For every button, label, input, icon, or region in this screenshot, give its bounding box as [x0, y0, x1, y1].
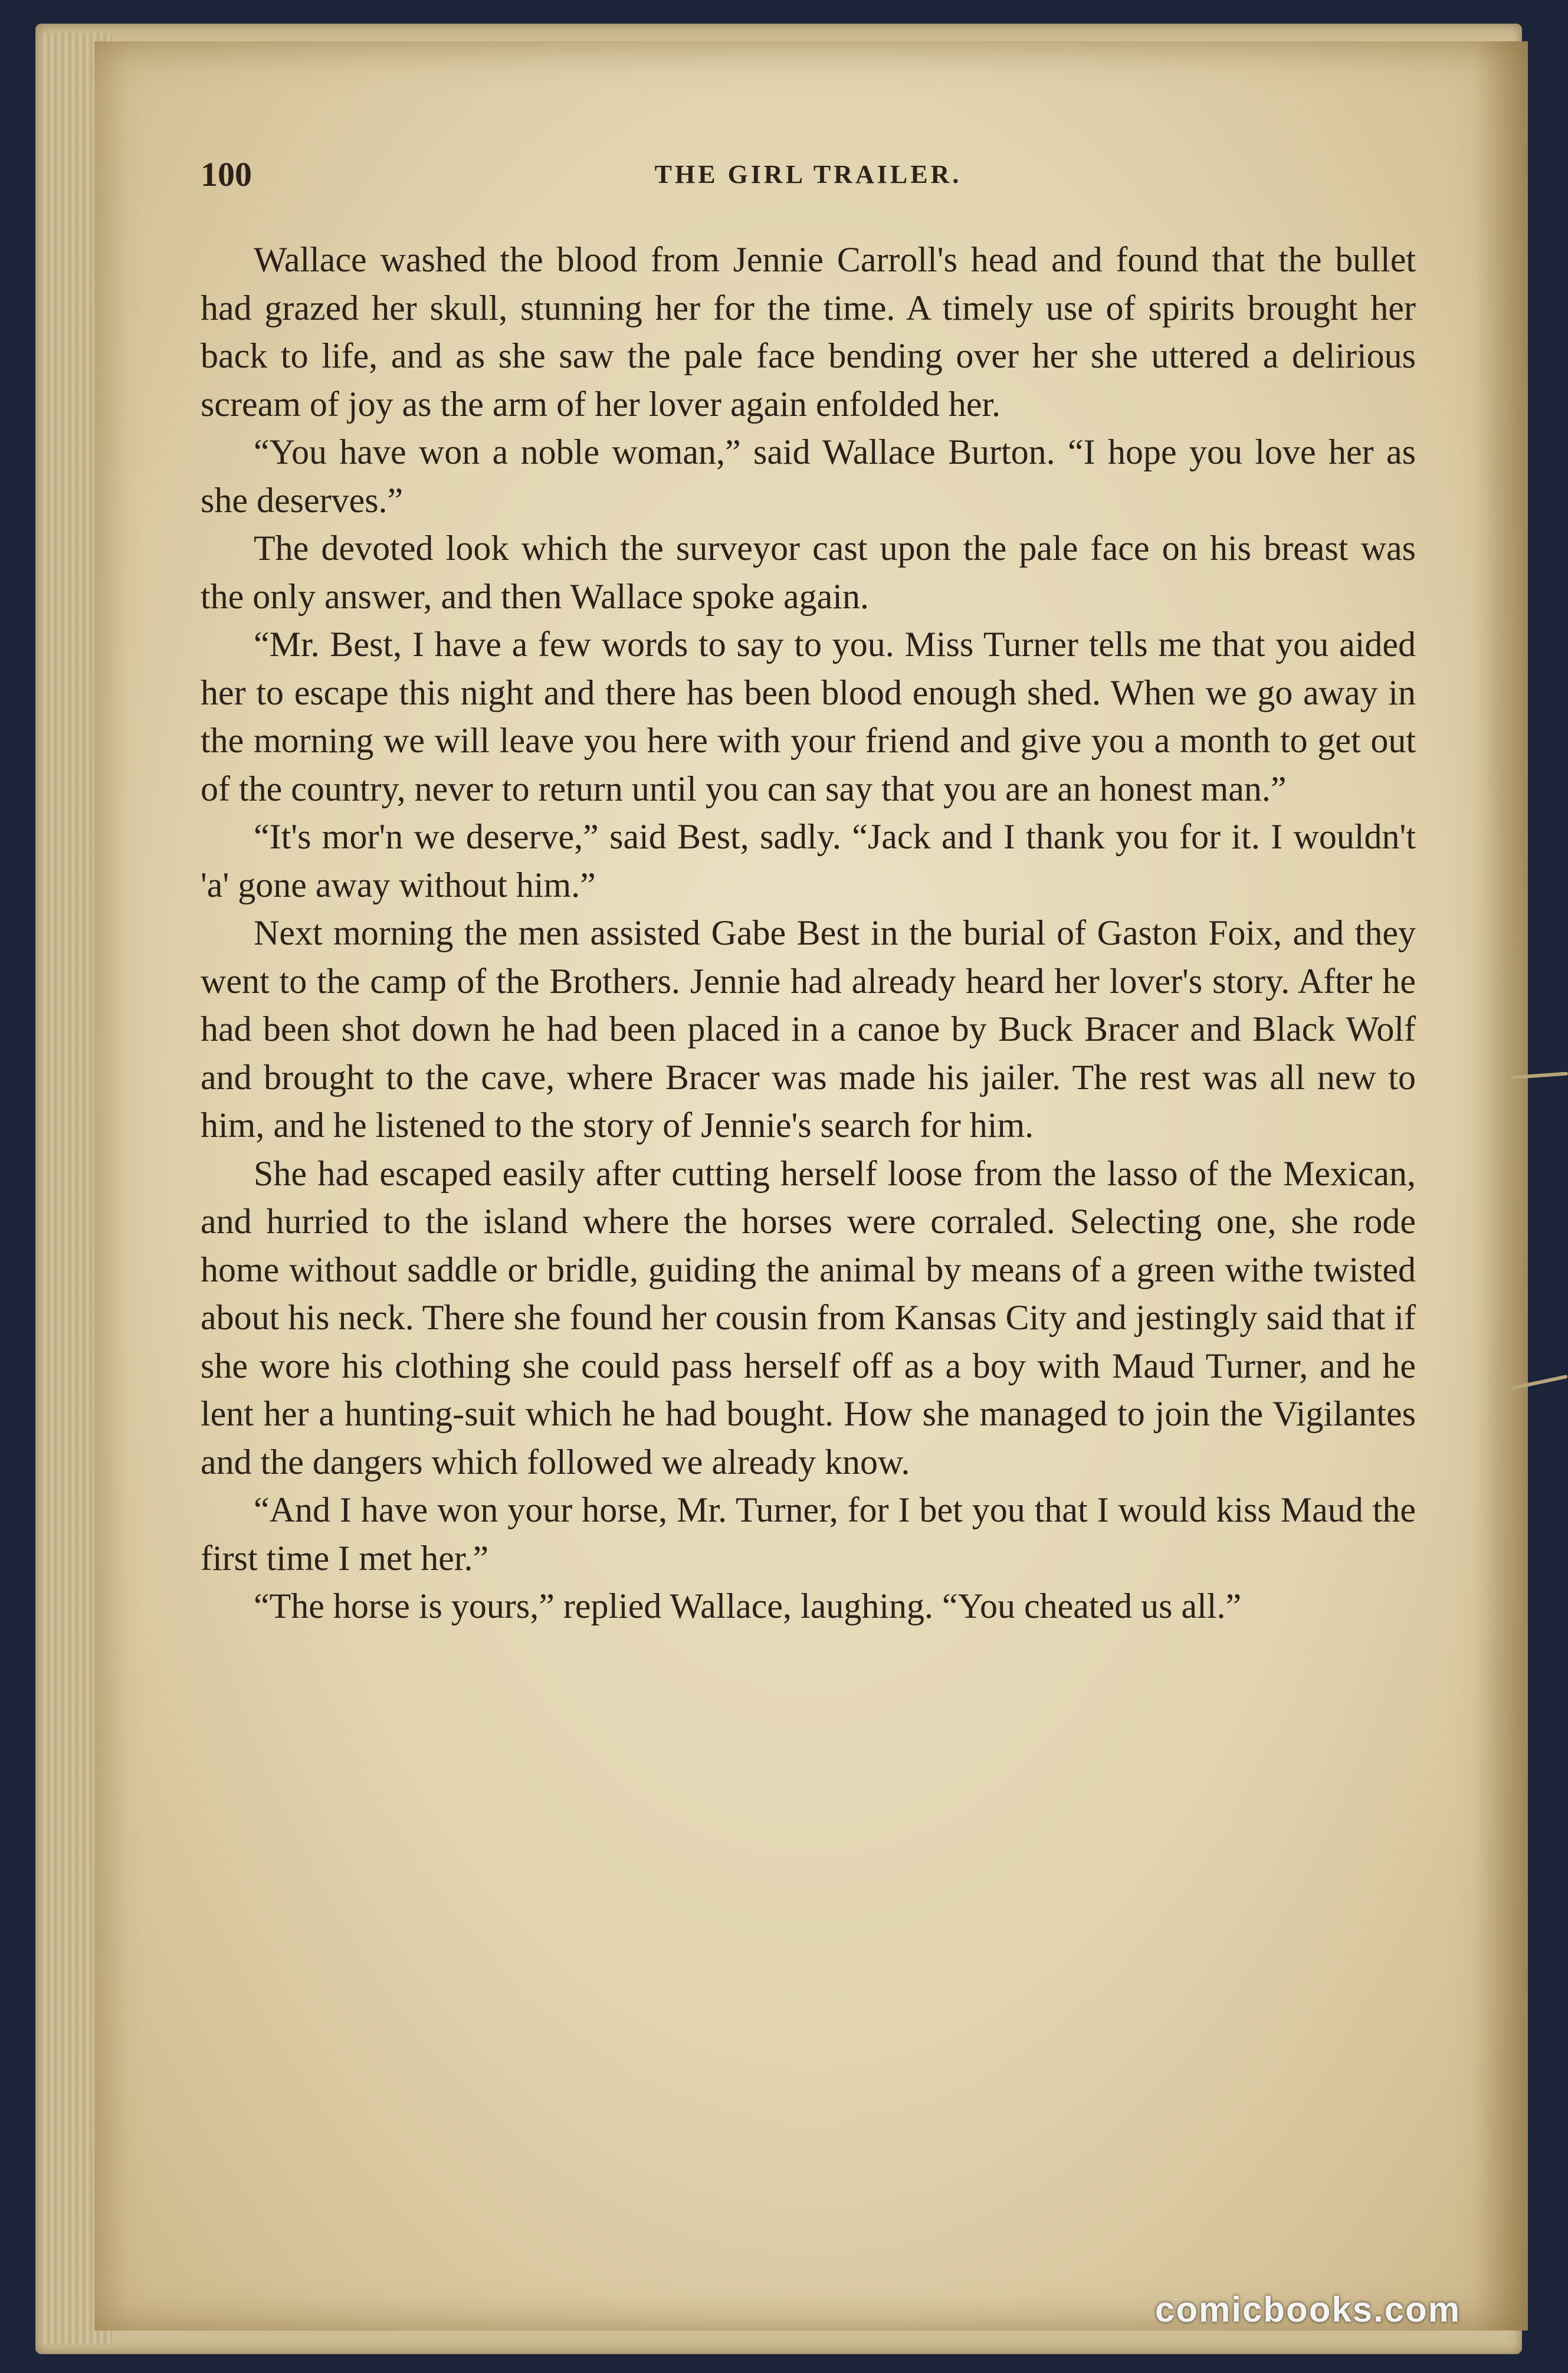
- paragraph: “You have won a noble woman,” said Wallace Burton. “I hope you love her as she deserves.”: [201, 432, 1416, 520]
- paragraph: “The horse is yours,” replied Wallace, laughing. “You cheated us all.”: [254, 1587, 1242, 1625]
- paragraph: “It's mor'n we deserve,” said Best, sadly. “Jack and I thank you for it. I wouldn't 'a' gone away without him.”: [201, 817, 1416, 904]
- watermark: comicbooks.com: [1155, 2290, 1461, 2329]
- page-header: [201, 155, 1416, 202]
- paragraph: Wallace washed the blood from Jennie Carroll's head and found that the bullet had grazed her skull, stunning her for the time. A timely use of spirits brought her back to life, and as she saw the pale face bending over her she uttered a delirious scream of joy as the arm of her lover again enfolded her.: [201, 240, 1416, 424]
- paragraph: Next morning the men assisted Gabe Best in the burial of Gaston Foix, and they went to the camp of the Brothers. Jennie had already heard her lover's story. After he had been shot down he had been placed in a canoe by Buck Bracer and Black Wolf and brought to the cave, where Bracer was made his jailer. The rest was all new to him, and he listened to the story of Jennie's search for him.: [201, 913, 1416, 1145]
- binding-threads: [1510, 1062, 1568, 1475]
- binding-thread: [1510, 1375, 1567, 1390]
- paragraph: The devoted look which the surveyor cast upon the pale face on his breast was the only answer, and then Wallace spoke again.: [201, 529, 1416, 616]
- binding-thread: [1510, 1072, 1568, 1080]
- paragraph: She had escaped easily after cutting herself loose from the lasso of the Mexican, and hurried to the island where the horses were corraled. Selecting one, she rode home without saddle or bridle, guiding the animal by means of a green withe twisted about his neck. There she found her cousin from Kansas City and jestingly said that if she wore his clothing she could pass herself off as a boy with Maud Turner, and he lent her a hunting-suit which he had bought. How she managed to join the Vigilantes and the dangers which followed we already know.: [201, 1153, 1416, 1482]
- paragraph: “Mr. Best, I have a few words to say to you. Miss Turner tells me that you aided her to escape this night and there has been blood enough shed. When we go away in the morning we will leave you here with your friend and give you a month to get out of the country, never to return until you can say that you are an honest man.”: [201, 625, 1416, 808]
- body-text: [201, 236, 1416, 1631]
- paragraph: “And I have won your horse, Mr. Turner, for I bet you that I would kiss Maud the first time I met her.”: [201, 1490, 1416, 1578]
- running-title: THE GIRL TRAILER.: [654, 160, 962, 189]
- page-number: 100: [201, 155, 252, 194]
